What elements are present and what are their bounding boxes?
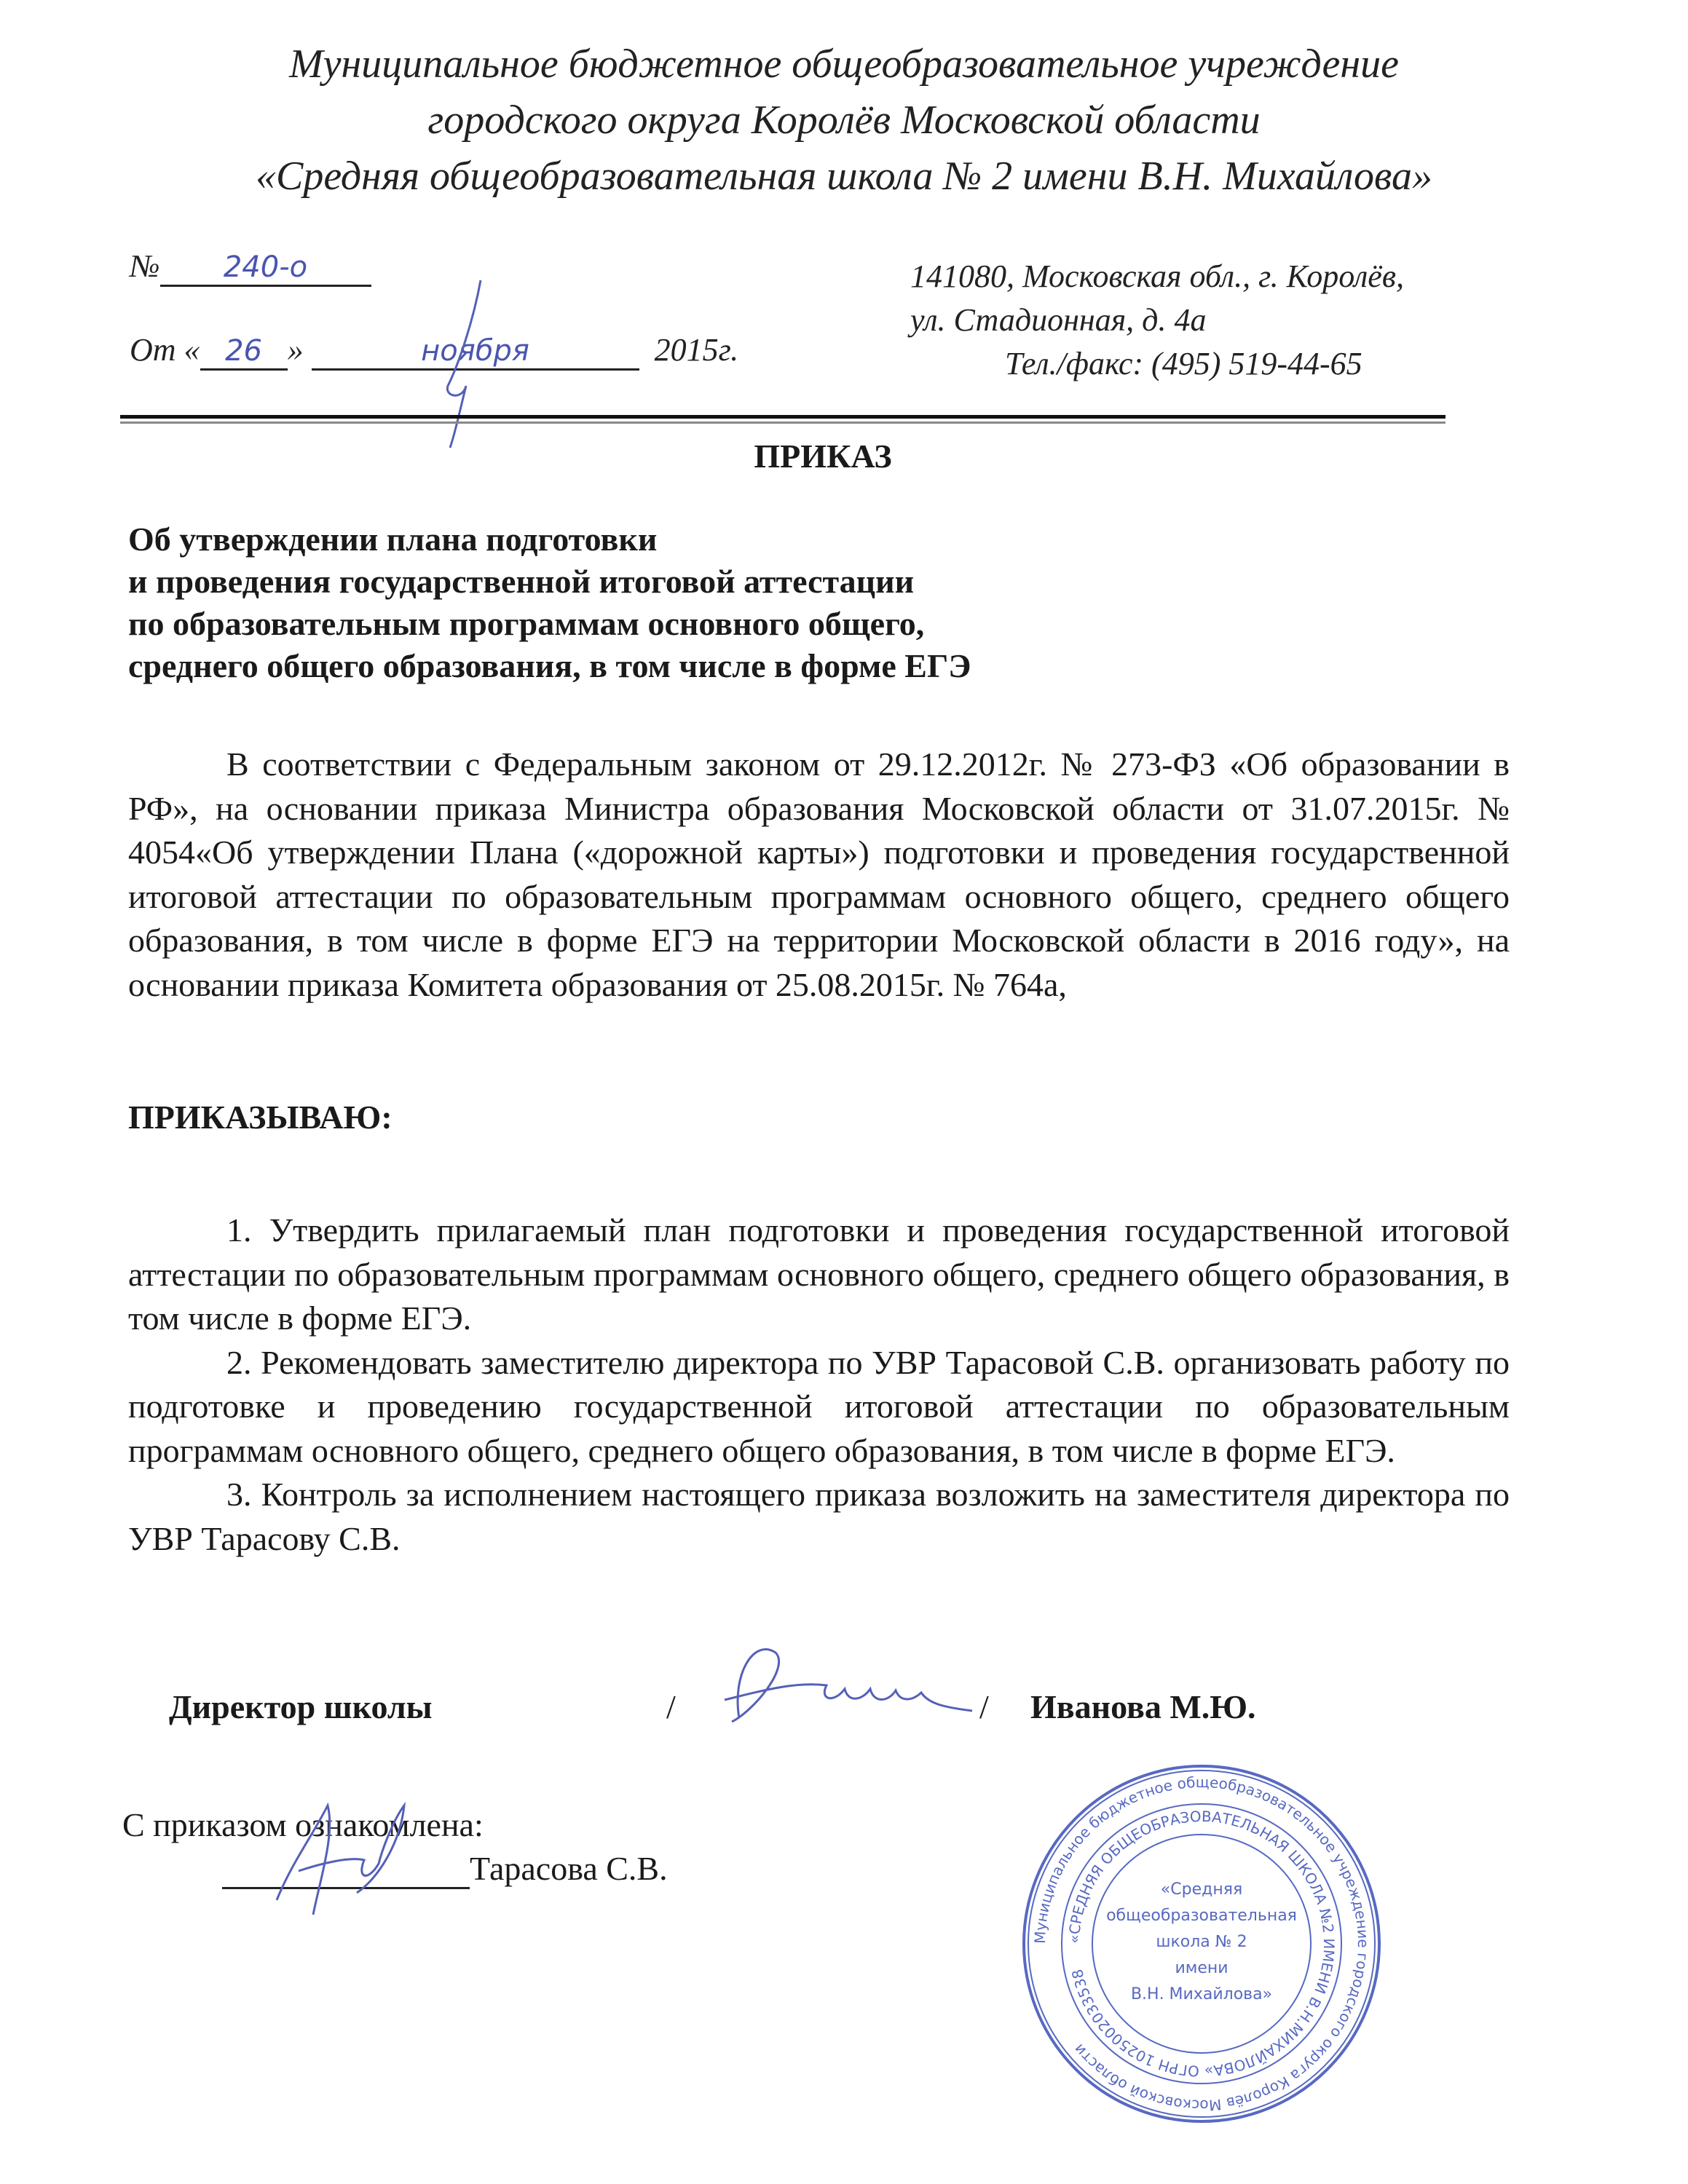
stamp-outer-text: Муниципальное бюджетное общеобразовательное учреждение городского округа Королёв Московской области [1030,1773,1373,2115]
stamp-center: общеобразовательная [1106,1907,1297,1925]
order-number-value: 240-о [223,250,308,284]
number-label: № [130,248,160,284]
stamp-center: «Средняя [1160,1880,1243,1899]
date-close: » [287,332,304,368]
signatory-role: Директор школы [169,1688,433,1725]
date-day: 26 [225,334,263,368]
header-divider [120,415,1446,419]
slash: / [979,1688,989,1725]
order-item: 3. Контроль за исполнением настоящего приказа возложить на заместителя директора по УВР Тарасову С.В. [128,1476,1510,1557]
order-number [130,248,371,287]
address-block [910,255,1404,386]
institution-header [0,36,1688,205]
header-line: «Средняя общеобразовательная школа № 2 имени В.Н. Михайлова» [256,154,1432,199]
subject-line: по образовательным программам основного общего, [128,605,925,642]
subject-line: среднего общего образования, в том числе в форме ЕГЭ [128,647,971,684]
date-year: 2015г. [654,332,739,368]
slash: / [666,1688,676,1725]
month-flourish [408,277,510,451]
order-item: 1. Утвердить прилагаемый план подготовки и проведения государственной итоговой аттестации по образовательным программам основного общего, среднего общего образования, в том числе в форме ЕГЭ. [128,1211,1510,1337]
school-stamp [1019,1762,1384,2126]
subject-line: и проведения государственной итоговой аттестации [128,563,915,600]
order-word: ПРИКАЗЫВАЮ: [128,1099,393,1136]
phone: Тел./факс: (495) 519-44-65 [1005,346,1362,381]
header-line: Муниципальное бюджетное общеобразовательное учреждение [288,41,1400,87]
order-item: 2. Рекомендовать заместителю директора по УВР Тарасовой С.В. организовать работу по подготовке и проведению государственной итоговой аттестации по образовательным программам основного общего, среднего общего образования, в том числе в форме ЕГЭ. [128,1343,1510,1469]
document-title: ПРИКАЗ [754,438,892,475]
acknowledgement-name: Тарасова С.В. [470,1850,668,1887]
signatory-name: Иванова М.Ю. [1030,1688,1256,1725]
address-line: 141080, Московская обл., г. Королёв, [910,258,1404,294]
acknowledgement-label: С приказом ознакомлена: [122,1806,484,1843]
preamble [128,743,1510,1007]
director-signature [710,1631,979,1740]
stamp-center: имени [1175,1959,1228,1977]
acknowledgement-signature [269,1791,415,1922]
stamp-inner-text: «СРЕДНЯЯ ОБЩЕОБРАЗОВАТЕЛЬНАЯ ШКОЛА №2 ИМЕНИ В.Н.МИХАЙЛОВА» ОГРН 1025002033538 [1065,1807,1338,2081]
preamble-text: В соответствии с Федеральным законом от 29.12.2012г. № 273-ФЗ «Об образовании в РФ», на основании приказа Министра образования Московской области от 31.07.2015г. № 4054«Об утверждении Плана («дорожной карты») подготовки и проведения государственной итоговой аттестации по образовательным программам основного общего, среднего общего образования, в том числе в форме ЕГЭ на территории Московской области в 2016 году», на основании приказа Комитета образования от 25.08.2015г. № 764а, [128,745,1510,1003]
stamp-center: В.Н. Михайлова» [1130,1985,1273,2003]
header-divider-thin [120,422,1446,424]
header-line: городского округа Королёв Московской области [427,98,1261,143]
subject-line: Об утверждении плана подготовки [128,521,658,558]
address-line: ул. Стадионная, д. 4а [910,302,1207,338]
order-subject [128,518,971,687]
date-month: ноября [421,334,529,368]
stamp-center: школа № 2 [1156,1933,1247,1951]
date-prefix: От « [130,332,200,368]
order-items [128,1208,1510,1561]
